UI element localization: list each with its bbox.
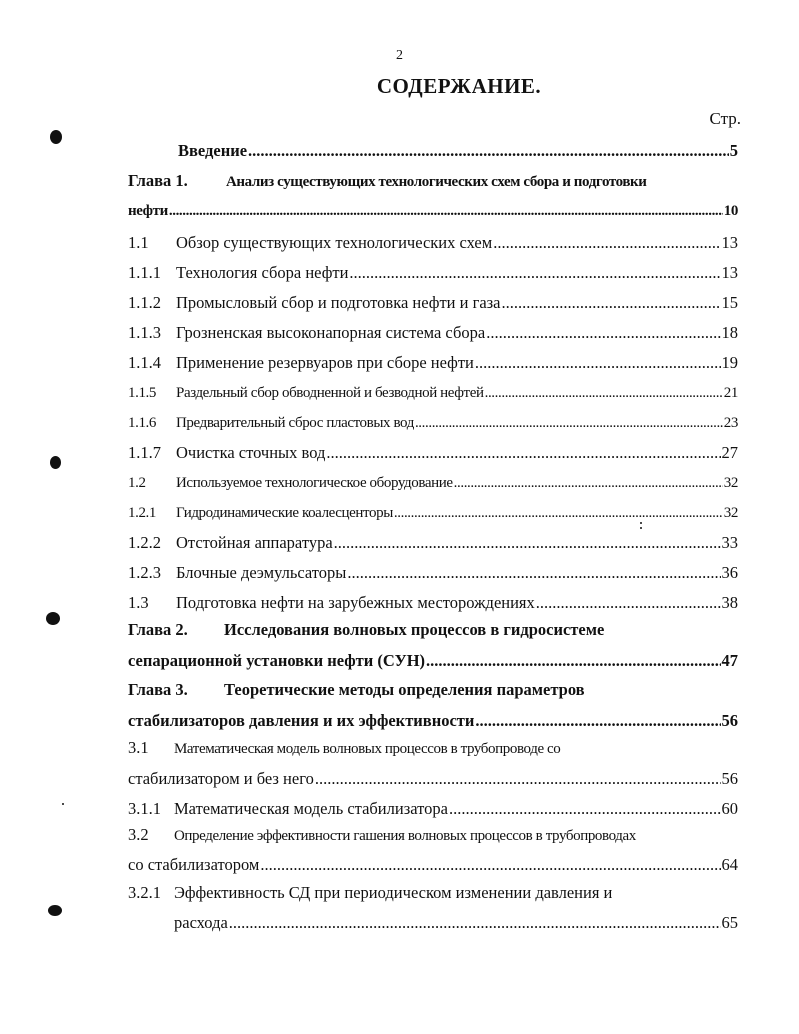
leader-dots [486, 322, 720, 344]
leader-dots [485, 382, 723, 404]
toc-entry-1-1-1 [128, 258, 738, 284]
scan-speck [48, 905, 62, 916]
toc-entry-intro [178, 136, 738, 162]
toc-entry-1-1-3 [128, 318, 738, 344]
chapter-title: Анализ существующих технологических схем сбора и подготовки [226, 174, 647, 190]
toc-entry-title: расхода [174, 913, 228, 932]
toc-entry-title: Блочные деэмульсаторы [176, 563, 347, 582]
toc-entry-1-1-7 [128, 438, 738, 464]
scan-speck [46, 612, 60, 625]
toc-entry-page: 10 [723, 203, 738, 219]
toc-entry-3-2-1-heading [128, 882, 738, 904]
toc-entry-3-2-1 [174, 908, 738, 934]
toc-entry-number: 1.3 [128, 593, 149, 612]
toc-entry-3-1 [128, 764, 738, 790]
toc-entry-number: 1.2.3 [128, 563, 161, 582]
leader-dots [394, 502, 723, 524]
toc-entry-title: стабилизатором и без него [128, 769, 314, 788]
toc-entry-title: Отстойная аппаратура [176, 533, 333, 552]
leader-dots [334, 532, 721, 554]
toc-entry-number: 1.1.7 [128, 443, 161, 462]
chapter-label: Глава 2. [128, 620, 188, 639]
toc-entry-3-1-heading [128, 737, 738, 760]
chapter-label: Глава 3. [128, 680, 188, 699]
toc-entry-page: 13 [721, 233, 738, 252]
leader-dots [315, 768, 721, 790]
toc-entry-title: Математическая модель волновых процессов в трубопроводе со [174, 741, 561, 757]
toc-entry-page: 36 [721, 563, 738, 582]
toc-entry-title: Введение [178, 141, 248, 160]
toc-entry-title: Обзор существующих технологических схем [176, 233, 493, 252]
toc-entry-page: 13 [721, 263, 738, 282]
toc-entry-page: 33 [721, 533, 738, 552]
leader-dots [415, 412, 723, 434]
leader-dots [349, 262, 720, 284]
page-column-label: Стр. [709, 109, 741, 128]
toc-entry-title: Эффективность СД при периодическом изменении давления и [174, 883, 613, 902]
leader-dots [260, 854, 720, 876]
toc-chapter-2-heading [128, 619, 738, 641]
toc-entry-number: 3.1 [128, 738, 149, 757]
toc-entry-3-2-heading [128, 824, 738, 847]
toc-entry-page: 19 [721, 353, 738, 372]
toc-entry-number: 1.1.1 [128, 263, 161, 282]
toc-entry-page: 5 [729, 141, 738, 160]
toc-entry-chapter-3 [128, 706, 738, 732]
toc-entry-title: Предварительный сброс пластовых вод [176, 415, 414, 431]
toc-entry-title: Подготовка нефти на зарубежных месторождениях [176, 593, 535, 612]
scan-speck [50, 456, 61, 469]
toc-entry-number: 1.2 [128, 475, 146, 491]
toc-entry-page: 47 [721, 651, 738, 670]
toc-entry-title: Технология сбора нефти [176, 263, 349, 282]
toc-entry-title: Математическая модель стабилизатора [174, 799, 448, 818]
chapter-title: Исследования волновых процессов в гидросистеме [224, 620, 605, 639]
toc-chapter-1-heading [128, 170, 738, 193]
toc-entry-1-1-4 [128, 348, 738, 374]
toc-entry-1-3 [128, 588, 738, 614]
toc-entry-number: 1.2.2 [128, 533, 161, 552]
toc-entry-page: 18 [721, 323, 738, 342]
toc-entry-1-1-2 [128, 288, 738, 314]
leader-dots [169, 200, 723, 222]
toc-entry-chapter-2 [128, 646, 738, 672]
leader-dots [536, 592, 721, 614]
toc-entry-number: 3.1.1 [128, 799, 161, 818]
leader-dots [347, 562, 720, 584]
toc-entry-title: Очистка сточных вод [176, 443, 326, 462]
toc-entry-number: 1.1.2 [128, 293, 161, 312]
toc-entry-chapter-1 [128, 196, 738, 222]
toc-entry-number: 3.2.1 [128, 883, 161, 902]
toc-entry-title: стабилизаторов давления и их эффективности [128, 711, 475, 730]
toc-entry-1-2-2 [128, 528, 738, 554]
toc-entry-number: 1.1.6 [128, 415, 157, 431]
chapter-title: Теоретические методы определения параметров [224, 680, 585, 699]
leader-dots [449, 798, 721, 820]
leader-dots [229, 912, 721, 934]
scan-speck [50, 130, 62, 144]
leader-dots [502, 292, 721, 314]
toc-entry-3-1-1 [128, 794, 738, 820]
scan-speck [640, 527, 642, 529]
toc-entry-title: Грозненская высоконапорная система сбора [176, 323, 486, 342]
toc-entry-1-1 [128, 228, 738, 254]
toc-entry-title: Раздельный сбор обводненной и безводной нефтей [176, 385, 484, 401]
toc-entry-1-2-1 [128, 498, 738, 524]
leader-dots [426, 650, 720, 672]
toc-entry-page: 32 [723, 505, 738, 521]
toc-chapter-3-heading [128, 679, 738, 701]
toc-entry-1-1-5 [128, 378, 738, 404]
toc-entry-page: 32 [723, 475, 738, 491]
toc-entry-page: 56 [721, 769, 738, 788]
leader-dots [493, 232, 720, 254]
leader-dots [475, 710, 720, 732]
toc-entry-page: 65 [721, 913, 738, 932]
toc-entry-title: Гидродинамические коалесценторы [176, 505, 393, 521]
toc-entry-3-2 [128, 850, 738, 876]
toc-entry-title: Определение эффективности гашения волновых процессов в трубопроводах [174, 828, 636, 844]
leader-dots [454, 472, 723, 494]
toc-entry-number: 3.2 [128, 825, 149, 844]
page-title: СОДЕРЖАНИЕ. [376, 74, 542, 98]
toc-entry-page: 56 [721, 711, 738, 730]
toc-entry-title: нефти [128, 203, 168, 219]
toc-entry-title: Используемое технологическое оборудование [176, 475, 453, 491]
scan-speck [640, 522, 642, 524]
leader-dots [326, 442, 720, 464]
toc-entry-number: 1.1 [128, 233, 149, 252]
chapter-label: Глава 1. [128, 171, 188, 190]
leader-dots [475, 352, 721, 374]
toc-entry-page: 23 [723, 415, 738, 431]
toc-entry-page: 21 [723, 385, 738, 401]
toc-entry-1-2-3 [128, 558, 738, 584]
toc-entry-number: 1.1.5 [128, 385, 157, 401]
toc-entry-title: со стабилизатором [128, 855, 260, 874]
toc-entry-page: 60 [721, 799, 738, 818]
scan-speck [62, 803, 64, 805]
page-number: 2 [396, 48, 403, 63]
toc-entry-number: 1.1.3 [128, 323, 161, 342]
toc-entry-page: 38 [721, 593, 738, 612]
toc-entry-number: 1.1.4 [128, 353, 161, 372]
toc-entry-title: Промысловый сбор и подготовка нефти и газа [176, 293, 501, 312]
leader-dots [248, 140, 729, 162]
toc-entry-page: 15 [721, 293, 738, 312]
toc-entry-1-1-6 [128, 408, 738, 434]
toc-entry-1-2 [128, 468, 738, 494]
toc-entry-page: 64 [721, 855, 738, 874]
toc-entry-title: сепарационной установки нефти (СУН) [128, 651, 426, 670]
toc-entry-number: 1.2.1 [128, 505, 157, 521]
toc-entry-page: 27 [721, 443, 738, 462]
toc-entry-title: Применение резервуаров при сборе нефти [176, 353, 474, 372]
